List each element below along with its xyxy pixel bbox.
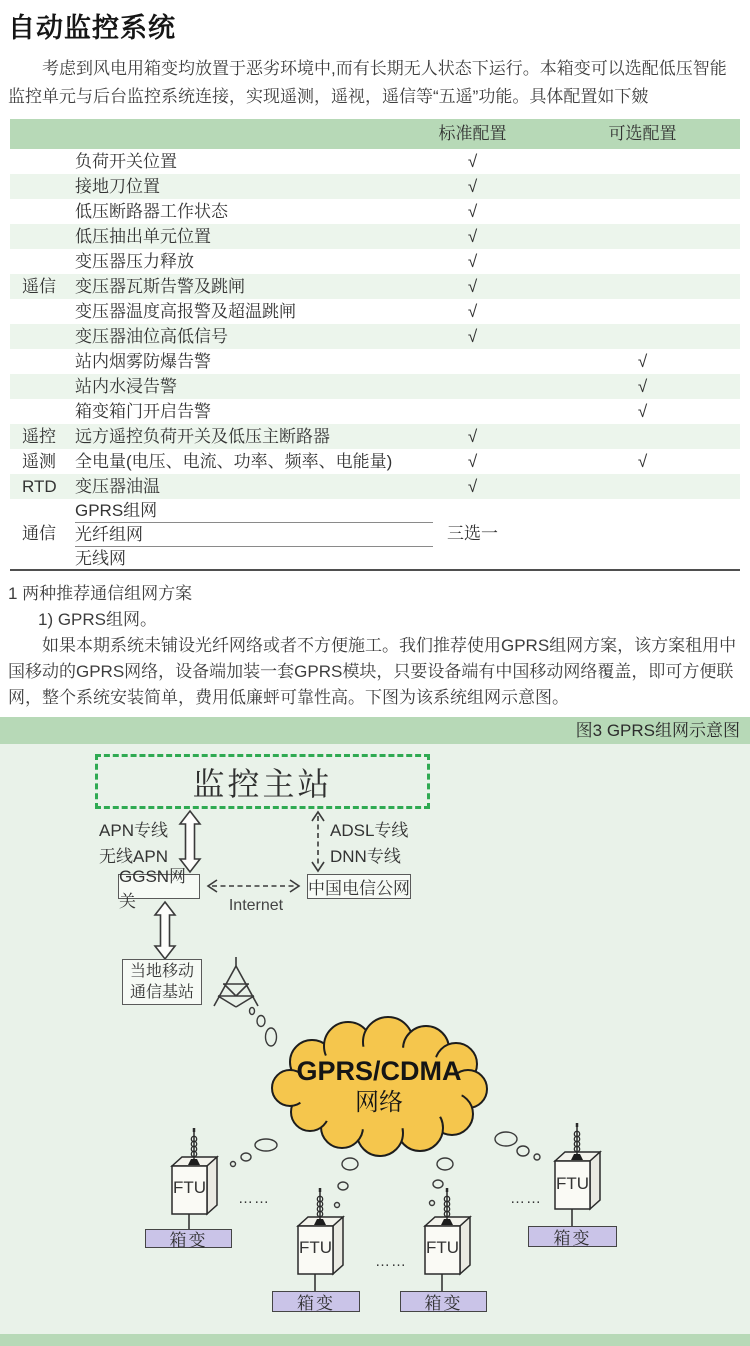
row-standard-check <box>400 349 545 374</box>
row-item: 变压器油位高低信号 <box>75 327 228 346</box>
table-row <box>10 349 740 374</box>
internet-label: Internet <box>228 897 284 914</box>
row-standard-check: √ <box>467 302 478 321</box>
base-station-box <box>122 959 202 1005</box>
table-row <box>10 199 740 224</box>
telecom-public-network-box: 中国电信公网 <box>307 874 411 899</box>
row-category <box>10 149 65 174</box>
row-category <box>10 399 65 424</box>
row-item: 站内水浸告警 <box>75 377 177 396</box>
row-item: 远方遥控负荷开关及低压主断路器 <box>75 427 330 446</box>
row-category <box>10 374 65 399</box>
comm-empty-cell <box>545 499 740 570</box>
gprs-cloud-label <box>294 1056 464 1120</box>
row-item: 变压器油温 <box>75 477 160 496</box>
row-standard-check: √ <box>467 177 478 196</box>
row-category: 遥测 <box>22 452 56 471</box>
cloud-line2: 网络 <box>355 1089 403 1116</box>
ftu-label: FTU <box>172 1178 207 1197</box>
table-row <box>10 424 740 449</box>
row-category <box>10 249 65 274</box>
comm-option-gprs: GPRS组网 <box>75 499 433 523</box>
row-item: 接地刀位置 <box>75 177 160 196</box>
ellipsis-label: …… <box>238 1190 270 1207</box>
gprs-paragraph: 如果本期系统未铺设光纤网络或者不方便施工。我们推荐使用GPRS组网方案，该方案租用中国移动的GPRS网络，设备端加装一套GPRS模块，只要设备端有中国移动网络覆盖，即可方便联网，整个系统安装简单，费用低廉蚲可靠性高。下图为该系统组网示意图。 <box>8 636 737 707</box>
comm-option-wireless: 无线网 <box>75 549 126 568</box>
row-optional-check <box>545 224 740 249</box>
table-row <box>10 399 740 424</box>
row-item: 变压器瓦斯告警及跳闸 <box>75 277 245 296</box>
row-category <box>10 199 65 224</box>
row-standard-check: √ <box>467 252 478 271</box>
row-optional-check <box>545 424 740 449</box>
row-optional-check <box>545 174 740 199</box>
row-optional-check <box>545 324 740 349</box>
table-row <box>10 474 740 499</box>
row-standard-check: √ <box>467 277 478 296</box>
row-optional-check <box>545 199 740 224</box>
row-optional-check: √ <box>637 377 648 396</box>
bubble-trail-icon <box>231 1139 278 1167</box>
row-optional-check: √ <box>637 402 648 421</box>
antenna-tower-icon <box>214 957 258 1007</box>
bubble-trail-icon <box>335 1158 359 1208</box>
box-transformer: 箱变 <box>528 1226 617 1247</box>
row-category <box>10 174 65 199</box>
row-category <box>10 349 65 374</box>
comm-row <box>10 499 740 569</box>
apn-line2: 无线APN <box>99 847 168 866</box>
comm-option-fiber: 光纤组网 <box>75 523 433 547</box>
row-category <box>10 224 65 249</box>
gprs-network-diagram <box>0 744 750 1334</box>
row-standard-check <box>400 374 545 399</box>
row-standard-check: √ <box>467 202 478 221</box>
row-item: 负荷开关位置 <box>75 152 177 171</box>
header-optional-config: 可选配置 <box>608 124 677 143</box>
ftu-label: FTU <box>298 1238 333 1257</box>
table-row <box>10 449 740 474</box>
table-row <box>10 324 740 349</box>
row-item: 变压器压力释放 <box>75 252 194 271</box>
row-optional-check: √ <box>637 352 648 371</box>
row-category: RTD <box>22 477 57 496</box>
base-station-line1: 当地移动 <box>129 963 194 980</box>
ftu-label: FTU <box>425 1238 460 1257</box>
row-optional-check <box>545 149 740 174</box>
box-transformer: 箱变 <box>145 1229 232 1248</box>
ellipsis-label: …… <box>510 1190 542 1207</box>
config-table <box>10 119 740 571</box>
row-category: 遥控 <box>22 427 56 446</box>
ellipsis-label: …… <box>375 1253 407 1270</box>
row-item: 全电量(电压、电流、功率、频率、电能量) <box>75 452 393 471</box>
intro-paragraph: 考虑到风电用箱变均放置于恶劣环境中,而有长期无人状态下运行。本箱变可以选配低压智能监控单元与后台监控系统连接，实现遥测，遥视，遥信等“五遥”功能。具体配置如下皴 <box>8 59 727 106</box>
table-row <box>10 274 740 299</box>
row-item: 箱变箱门开启告警 <box>75 402 211 421</box>
row-item: 站内烟雾防爆告警 <box>75 352 211 371</box>
table-row <box>10 374 740 399</box>
row-optional-check <box>545 249 740 274</box>
adsl-line2: DNN专线 <box>330 847 401 866</box>
row-item: 低压断路器工作状态 <box>75 202 228 221</box>
comm-category: 通信 <box>22 524 56 543</box>
header-category-cell <box>10 119 65 149</box>
table-row <box>10 174 740 199</box>
row-standard-check: √ <box>467 327 478 346</box>
table-header-row <box>10 119 740 149</box>
table-row <box>10 249 740 274</box>
page-title: 自动监控系统 <box>8 13 176 43</box>
row-item: 低压抽出单元位置 <box>75 227 211 246</box>
bottom-band <box>0 1334 750 1346</box>
row-standard-check <box>400 399 545 424</box>
adsl-link-label <box>330 818 420 870</box>
table-rows <box>10 149 740 499</box>
comm-options <box>65 499 400 570</box>
row-category: 遥信 <box>22 277 56 296</box>
table-row <box>10 224 740 249</box>
table-row <box>10 299 740 324</box>
row-optional-check: √ <box>637 452 648 471</box>
row-category <box>10 299 65 324</box>
row-standard-check: √ <box>467 427 478 446</box>
row-item: 变压器温度高报警及超温跳闸 <box>75 302 296 321</box>
ggsn-gateway-box: GGSN网关 <box>118 874 200 899</box>
row-optional-check <box>545 474 740 499</box>
row-standard-check: √ <box>467 227 478 246</box>
row-optional-check <box>545 299 740 324</box>
row-category <box>10 324 65 349</box>
bubble-trail-icon <box>250 1008 277 1047</box>
section-subheading: 1) GPRS组网。 <box>38 610 158 629</box>
header-standard-config: 标准配置 <box>438 124 507 143</box>
bubble-trail-icon <box>495 1132 540 1160</box>
box-transformer: 箱变 <box>272 1291 360 1312</box>
dashed-double-arrow-icon <box>312 812 324 871</box>
comm-note: 三选一 <box>447 524 498 543</box>
adsl-line1: ADSL专线 <box>330 821 409 840</box>
figure-caption: 图3 GPRS组网示意图 <box>0 717 750 744</box>
cloud-line1: GPRS/CDMA <box>296 1056 462 1086</box>
document-page <box>0 6 750 1346</box>
row-standard-check: √ <box>467 152 478 171</box>
table-row <box>10 149 740 174</box>
box-transformer: 箱变 <box>400 1291 487 1312</box>
row-optional-check <box>545 274 740 299</box>
header-item-cell <box>65 119 400 149</box>
internet-dashed-arrow-icon <box>208 880 299 892</box>
master-station-box: 监控主站 <box>95 754 430 809</box>
base-station-line2: 通信基站 <box>129 984 194 1001</box>
row-standard-check: √ <box>467 477 478 496</box>
row-standard-check: √ <box>467 452 478 471</box>
apn-line1: APN专线 <box>99 821 168 840</box>
ftu-label: FTU <box>555 1174 590 1193</box>
section-heading: 1 两种推荐通信组网方案 <box>8 584 193 603</box>
